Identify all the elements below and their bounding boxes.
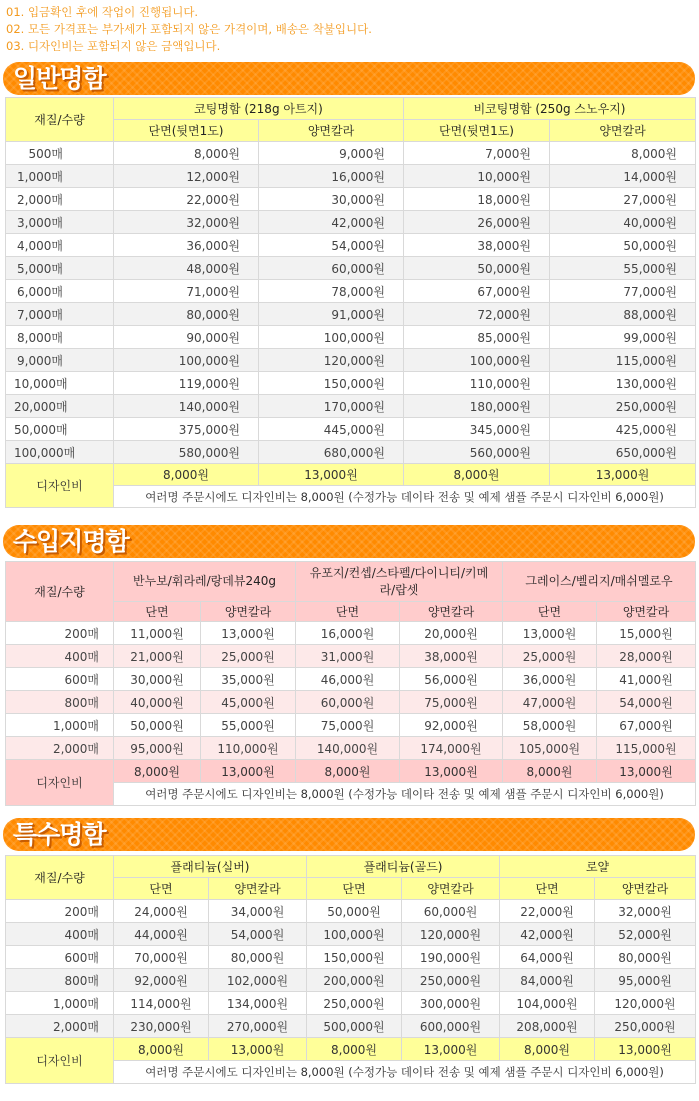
price-cell: 170,000원 [259, 395, 404, 418]
price-cell: 120,000원 [402, 923, 500, 946]
price-cell: 425,000원 [550, 418, 696, 441]
price-cell: 88,000원 [550, 303, 696, 326]
price-cell: 54,000원 [597, 691, 696, 714]
price-cell: 31,000원 [296, 645, 400, 668]
price-cell: 52,000원 [595, 923, 696, 946]
price-cell: 134,000원 [209, 992, 307, 1015]
price-cell: 26,000원 [404, 211, 550, 234]
price-cell: 180,000원 [404, 395, 550, 418]
price-cell: 50,000원 [550, 234, 696, 257]
price-cell: 30,000원 [114, 668, 201, 691]
quantity-cell: 2,000매 [6, 1015, 114, 1038]
price-cell: 200,000원 [307, 969, 402, 992]
price-cell: 90,000원 [114, 326, 259, 349]
quantity-cell: 2,000매 [6, 188, 114, 211]
price-cell: 115,000원 [597, 737, 696, 760]
design-fee-label: 디자인비 [6, 1038, 114, 1084]
price-cell: 100,000원 [307, 923, 402, 946]
price-cell: 71,000원 [114, 280, 259, 303]
print-side-header: 양면칼라 [402, 878, 500, 900]
table-row [6, 714, 696, 737]
price-cell: 120,000원 [595, 992, 696, 1015]
quantity-cell: 1,000매 [6, 992, 114, 1015]
table-row [6, 992, 696, 1015]
design-fee-value: 13,000원 [597, 760, 696, 783]
quantity-cell: 9,000매 [6, 349, 114, 372]
quantity-cell: 1,000매 [6, 714, 114, 737]
price-cell: 60,000원 [402, 900, 500, 923]
price-cell: 11,000원 [114, 622, 201, 645]
design-fee-value: 13,000원 [595, 1038, 696, 1061]
price-table-special [5, 855, 696, 1084]
table-row [6, 418, 696, 441]
design-fee-value: 8,000원 [114, 760, 201, 783]
quantity-cell: 200매 [6, 622, 114, 645]
table-row [6, 900, 696, 923]
table-row [6, 142, 696, 165]
print-side-header: 양면칼라 [550, 120, 696, 142]
price-cell: 105,000원 [503, 737, 597, 760]
price-cell: 50,000원 [404, 257, 550, 280]
section-banner-special [3, 818, 695, 851]
print-side-header: 단면(뒷면1도) [404, 120, 550, 142]
price-cell: 40,000원 [114, 691, 201, 714]
price-cell: 54,000원 [259, 234, 404, 257]
price-cell: 48,000원 [114, 257, 259, 280]
price-cell: 14,000원 [550, 165, 696, 188]
price-cell: 30,000원 [259, 188, 404, 211]
price-cell: 100,000원 [259, 326, 404, 349]
paper-group-header: 비코팅명함 (250g 스노우지) [404, 98, 696, 120]
notice-item: 01. 입금확인 후에 작업이 진행됩니다. [6, 5, 199, 19]
price-cell: 300,000원 [402, 992, 500, 1015]
design-fee-value: 13,000원 [209, 1038, 307, 1061]
price-cell: 70,000원 [114, 946, 209, 969]
quantity-cell: 7,000매 [6, 303, 114, 326]
price-cell: 150,000원 [307, 946, 402, 969]
price-cell: 56,000원 [400, 668, 503, 691]
print-side-header: 단면 [296, 602, 400, 622]
price-cell: 250,000원 [307, 992, 402, 1015]
design-fee-label: 디자인비 [6, 760, 114, 806]
print-side-header: 단면 [500, 878, 595, 900]
price-cell: 91,000원 [259, 303, 404, 326]
price-cell: 54,000원 [209, 923, 307, 946]
price-table-general [5, 97, 696, 508]
quantity-cell: 6,000매 [6, 280, 114, 303]
price-cell: 100,000원 [114, 349, 259, 372]
price-cell: 130,000원 [550, 372, 696, 395]
price-cell: 92,000원 [400, 714, 503, 737]
price-cell: 55,000원 [550, 257, 696, 280]
price-cell: 47,000원 [503, 691, 597, 714]
design-fee-value: 13,000원 [400, 760, 503, 783]
price-cell: 174,000원 [400, 737, 503, 760]
table-row [6, 165, 696, 188]
print-side-header: 양면칼라 [597, 602, 696, 622]
quantity-cell: 50,000매 [6, 418, 114, 441]
print-side-header: 단면 [114, 878, 209, 900]
notice-item: 02. 모든 가격표는 부가세가 포함되지 않은 가격이며, 배송은 착불입니다. [6, 22, 372, 36]
paper-group-header: 그레이스/벨리지/매쉬멜로우 [503, 562, 696, 602]
table-row [6, 946, 696, 969]
paper-group-header: 플래티늄(골드) [307, 856, 500, 878]
price-cell: 80,000원 [209, 946, 307, 969]
paper-group-header: 코팅명함 (218g 아트지) [114, 98, 404, 120]
price-cell: 99,000원 [550, 326, 696, 349]
table-row [6, 923, 696, 946]
price-cell: 12,000원 [114, 165, 259, 188]
price-cell: 58,000원 [503, 714, 597, 737]
price-cell: 20,000원 [400, 622, 503, 645]
quantity-cell: 800매 [6, 691, 114, 714]
price-cell: 114,000원 [114, 992, 209, 1015]
price-cell: 9,000원 [259, 142, 404, 165]
design-fee-value: 13,000원 [201, 760, 296, 783]
qty-column-header: 재질/수량 [6, 562, 114, 622]
quantity-cell: 600매 [6, 946, 114, 969]
design-fee-value: 8,000원 [404, 464, 550, 486]
price-cell: 102,000원 [209, 969, 307, 992]
price-cell: 140,000원 [296, 737, 400, 760]
price-cell: 77,000원 [550, 280, 696, 303]
price-cell: 345,000원 [404, 418, 550, 441]
print-side-header: 단면 [307, 878, 402, 900]
price-cell: 55,000원 [201, 714, 296, 737]
price-cell: 230,000원 [114, 1015, 209, 1038]
design-fee-value: 8,000원 [307, 1038, 402, 1061]
price-cell: 60,000원 [259, 257, 404, 280]
price-cell: 150,000원 [259, 372, 404, 395]
price-cell: 250,000원 [550, 395, 696, 418]
table-row [6, 326, 696, 349]
price-cell: 16,000원 [259, 165, 404, 188]
price-cell: 110,000원 [201, 737, 296, 760]
print-side-header: 양면칼라 [400, 602, 503, 622]
design-fee-note: 여러명 주문시에도 디자인비는 8,000원 (수정가능 데이타 전송 및 예제 샘플 주문시 디자인비 6,000원) [114, 1061, 696, 1084]
price-cell: 8,000원 [114, 142, 259, 165]
price-cell: 110,000원 [404, 372, 550, 395]
table-row [6, 622, 696, 645]
price-cell: 34,000원 [209, 900, 307, 923]
price-cell: 120,000원 [259, 349, 404, 372]
paper-group-header: 플래티늄(실버) [114, 856, 307, 878]
price-cell: 100,000원 [404, 349, 550, 372]
price-cell: 15,000원 [597, 622, 696, 645]
price-cell: 7,000원 [404, 142, 550, 165]
design-fee-value: 8,000원 [114, 464, 259, 486]
quantity-cell: 3,000매 [6, 211, 114, 234]
table-row [6, 395, 696, 418]
table-row [6, 211, 696, 234]
price-cell: 72,000원 [404, 303, 550, 326]
quantity-cell: 500매 [6, 142, 114, 165]
quantity-cell: 20,000매 [6, 395, 114, 418]
table-row [6, 668, 696, 691]
price-cell: 36,000원 [114, 234, 259, 257]
design-fee-value: 8,000원 [114, 1038, 209, 1061]
section-title: 특수명함 [13, 820, 106, 849]
price-cell: 24,000원 [114, 900, 209, 923]
price-cell: 32,000원 [595, 900, 696, 923]
table-row [6, 188, 696, 211]
price-cell: 50,000원 [114, 714, 201, 737]
price-cell: 84,000원 [500, 969, 595, 992]
price-cell: 42,000원 [500, 923, 595, 946]
quantity-cell: 4,000매 [6, 234, 114, 257]
quantity-cell: 400매 [6, 923, 114, 946]
price-cell: 208,000원 [500, 1015, 595, 1038]
price-cell: 190,000원 [402, 946, 500, 969]
price-cell: 27,000원 [550, 188, 696, 211]
table-row [6, 645, 696, 668]
price-cell: 46,000원 [296, 668, 400, 691]
price-cell: 8,000원 [550, 142, 696, 165]
price-cell: 32,000원 [114, 211, 259, 234]
price-cell: 45,000원 [201, 691, 296, 714]
price-cell: 270,000원 [209, 1015, 307, 1038]
price-cell: 500,000원 [307, 1015, 402, 1038]
price-cell: 41,000원 [597, 668, 696, 691]
price-cell: 16,000원 [296, 622, 400, 645]
design-fee-value: 8,000원 [296, 760, 400, 783]
quantity-cell: 100,000매 [6, 441, 114, 464]
quantity-cell: 400매 [6, 645, 114, 668]
price-cell: 42,000원 [259, 211, 404, 234]
print-side-header: 단면(뒷면1도) [114, 120, 259, 142]
print-side-header: 양면칼라 [595, 878, 696, 900]
price-cell: 36,000원 [503, 668, 597, 691]
price-cell: 250,000원 [595, 1015, 696, 1038]
section-title: 일반명함 [13, 64, 106, 93]
price-cell: 25,000원 [503, 645, 597, 668]
price-cell: 60,000원 [296, 691, 400, 714]
price-cell: 115,000원 [550, 349, 696, 372]
quantity-cell: 1,000매 [6, 165, 114, 188]
price-cell: 580,000원 [114, 441, 259, 464]
price-cell: 250,000원 [402, 969, 500, 992]
price-cell: 75,000원 [400, 691, 503, 714]
price-cell: 67,000원 [597, 714, 696, 737]
table-row [6, 441, 696, 464]
price-cell: 600,000원 [402, 1015, 500, 1038]
quantity-cell: 800매 [6, 969, 114, 992]
price-cell: 78,000원 [259, 280, 404, 303]
price-cell: 38,000원 [404, 234, 550, 257]
design-fee-value: 8,000원 [503, 760, 597, 783]
price-cell: 64,000원 [500, 946, 595, 969]
notice-item: 03. 디자인비는 포함되지 않은 금액입니다. [6, 39, 221, 53]
table-row [6, 303, 696, 326]
quantity-cell: 2,000매 [6, 737, 114, 760]
price-cell: 38,000원 [400, 645, 503, 668]
print-side-header: 양면칼라 [209, 878, 307, 900]
price-cell: 22,000원 [114, 188, 259, 211]
table-row [6, 969, 696, 992]
price-cell: 75,000원 [296, 714, 400, 737]
print-side-header: 단면 [503, 602, 597, 622]
price-table-imported [5, 561, 696, 806]
section-banner-imported [3, 525, 695, 558]
design-fee-value: 13,000원 [550, 464, 696, 486]
price-cell: 21,000원 [114, 645, 201, 668]
table-row [6, 280, 696, 303]
price-cell: 25,000원 [201, 645, 296, 668]
print-side-header: 양면칼라 [259, 120, 404, 142]
price-cell: 44,000원 [114, 923, 209, 946]
price-cell: 92,000원 [114, 969, 209, 992]
paper-group-header: 반누보/휘라레/랑데뷰240g [114, 562, 296, 602]
price-cell: 10,000원 [404, 165, 550, 188]
price-cell: 22,000원 [500, 900, 595, 923]
paper-group-header: 유포지/컨셉/스타펠/다이니티/키메라/랍셋 [296, 562, 503, 602]
table-row [6, 737, 696, 760]
price-cell: 140,000원 [114, 395, 259, 418]
table-row [6, 257, 696, 280]
design-fee-value: 8,000원 [500, 1038, 595, 1061]
price-cell: 67,000원 [404, 280, 550, 303]
table-row [6, 691, 696, 714]
qty-column-header: 재질/수량 [6, 98, 114, 142]
price-cell: 95,000원 [595, 969, 696, 992]
price-cell: 13,000원 [503, 622, 597, 645]
paper-group-header: 로얄 [500, 856, 696, 878]
price-cell: 95,000원 [114, 737, 201, 760]
design-fee-note: 여러명 주문시에도 디자인비는 8,000원 (수정가능 데이타 전송 및 예제 샘플 주문시 디자인비 6,000원) [114, 783, 696, 806]
section-title: 수입지명함 [13, 527, 129, 556]
table-row [6, 1015, 696, 1038]
price-cell: 680,000원 [259, 441, 404, 464]
price-cell: 650,000원 [550, 441, 696, 464]
print-side-header: 단면 [114, 602, 201, 622]
price-cell: 560,000원 [404, 441, 550, 464]
price-cell: 80,000원 [114, 303, 259, 326]
design-fee-value: 13,000원 [259, 464, 404, 486]
table-row [6, 372, 696, 395]
quantity-cell: 200매 [6, 900, 114, 923]
notice-list [6, 4, 696, 55]
price-cell: 28,000원 [597, 645, 696, 668]
price-cell: 85,000원 [404, 326, 550, 349]
print-side-header: 양면칼라 [201, 602, 296, 622]
price-cell: 18,000원 [404, 188, 550, 211]
quantity-cell: 5,000매 [6, 257, 114, 280]
design-fee-label: 디자인비 [6, 464, 114, 508]
section-banner-general [3, 62, 695, 95]
price-cell: 445,000원 [259, 418, 404, 441]
design-fee-note: 여러명 주문시에도 디자인비는 8,000원 (수정가능 데이타 전송 및 예제 샘플 주문시 디자인비 6,000원) [114, 486, 696, 508]
qty-column-header: 재질/수량 [6, 856, 114, 900]
table-row [6, 349, 696, 372]
price-cell: 13,000원 [201, 622, 296, 645]
price-cell: 80,000원 [595, 946, 696, 969]
price-cell: 119,000원 [114, 372, 259, 395]
quantity-cell: 8,000매 [6, 326, 114, 349]
design-fee-value: 13,000원 [402, 1038, 500, 1061]
table-row [6, 234, 696, 257]
price-cell: 35,000원 [201, 668, 296, 691]
price-cell: 40,000원 [550, 211, 696, 234]
price-cell: 104,000원 [500, 992, 595, 1015]
quantity-cell: 10,000매 [6, 372, 114, 395]
quantity-cell: 600매 [6, 668, 114, 691]
price-cell: 375,000원 [114, 418, 259, 441]
price-cell: 50,000원 [307, 900, 402, 923]
